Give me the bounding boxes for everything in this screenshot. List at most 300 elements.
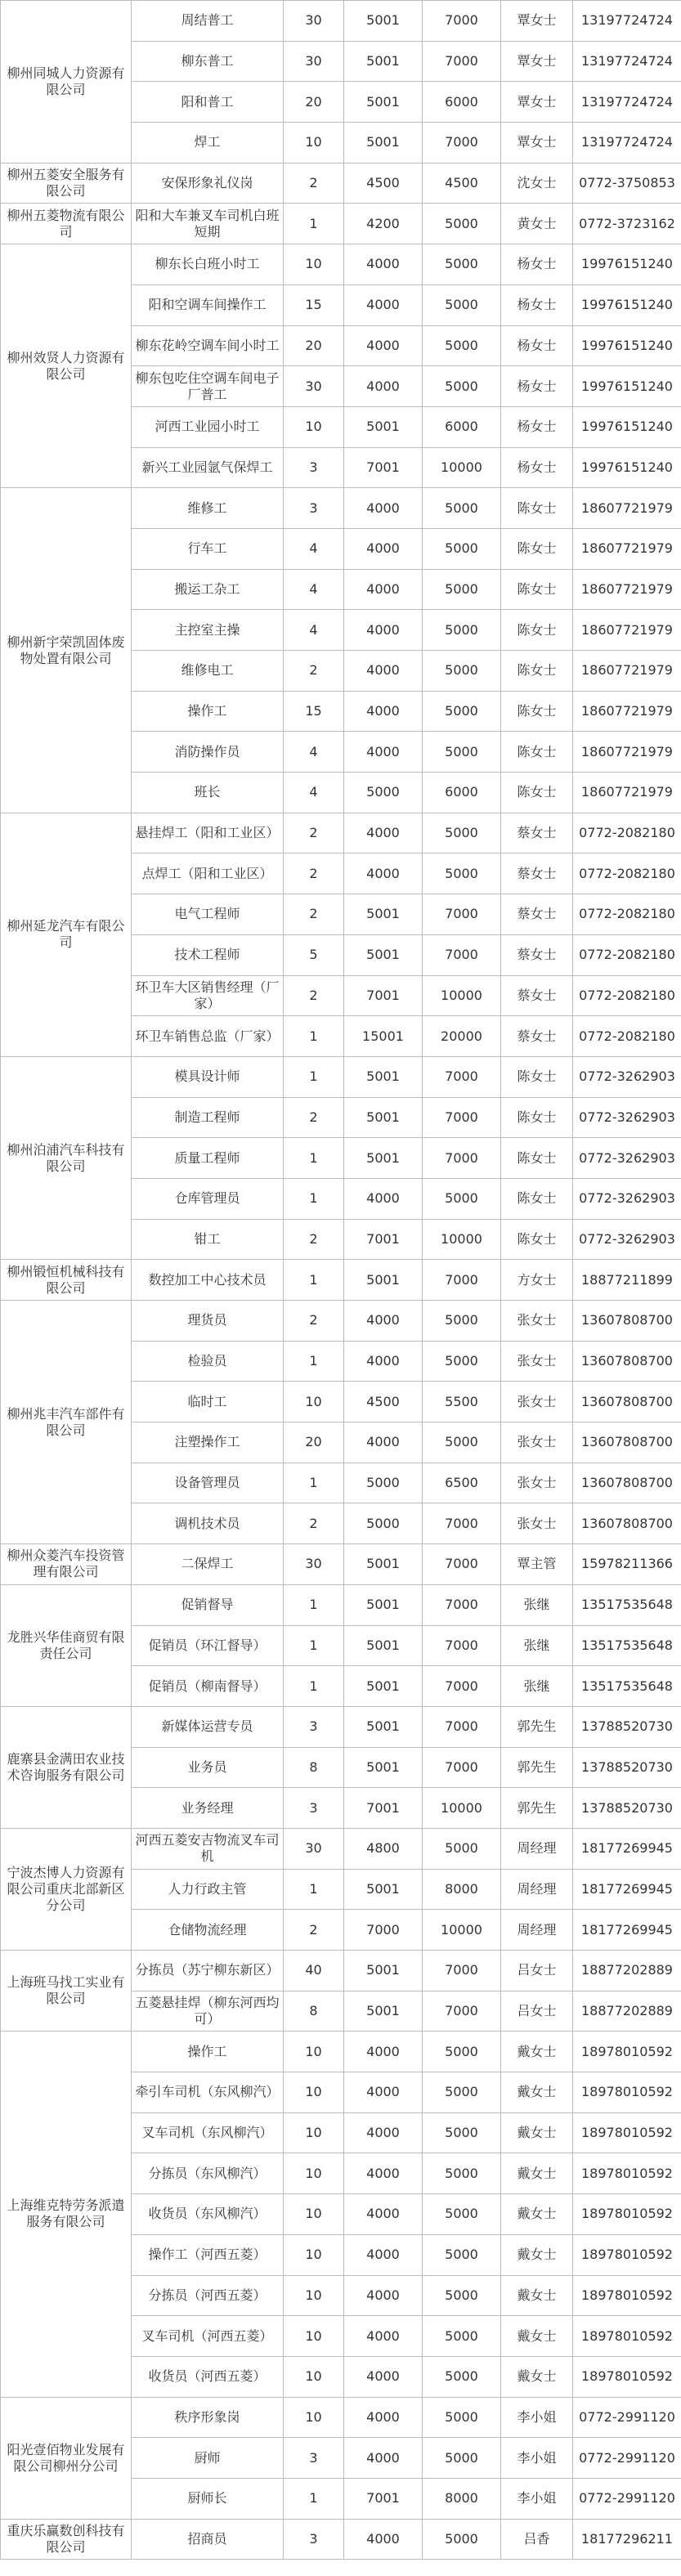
contact-person-cell: 戴女士 <box>501 2194 573 2235</box>
contact-person-cell: 覃主管 <box>501 1544 573 1585</box>
headcount-cell: 1 <box>284 2478 344 2519</box>
phone-cell: 0772-2991120 <box>573 2438 681 2479</box>
headcount-cell: 3 <box>284 1788 344 1829</box>
salary-max-cell: 7000 <box>423 1503 501 1544</box>
salary-max-cell: 5000 <box>423 1422 501 1463</box>
salary-min-cell: 15001 <box>344 1016 423 1057</box>
contact-person-cell: 戴女士 <box>501 2234 573 2275</box>
salary-min-cell: 5000 <box>344 1463 423 1503</box>
headcount-cell: 10 <box>284 2112 344 2153</box>
salary-min-cell: 7000 <box>344 1910 423 1951</box>
position-cell: 柳东包吃住空调车间电子厂普工 <box>132 366 284 407</box>
headcount-cell: 3 <box>284 1706 344 1747</box>
contact-person-cell: 覃女士 <box>501 1 573 42</box>
salary-min-cell: 5001 <box>344 1666 423 1707</box>
phone-cell: 0772-2082180 <box>573 813 681 853</box>
position-cell: 分拣员（东风柳汽） <box>132 2153 284 2194</box>
table-row <box>1 488 681 529</box>
headcount-cell: 15 <box>284 691 344 732</box>
phone-cell: 18177296211 <box>573 2519 681 2560</box>
headcount-cell: 3 <box>284 488 344 529</box>
table-row <box>1 1951 681 1991</box>
position-cell: 促销员（环江督导） <box>132 1625 284 1666</box>
salary-max-cell: 5000 <box>423 488 501 529</box>
table-row <box>1 2032 681 2072</box>
phone-cell: 0772-3262903 <box>573 1178 681 1219</box>
phone-cell: 13607808700 <box>573 1341 681 1382</box>
salary-max-cell: 7000 <box>423 1706 501 1747</box>
contact-person-cell: 郭先生 <box>501 1747 573 1788</box>
salary-min-cell: 7001 <box>344 975 423 1016</box>
phone-cell: 13517535648 <box>573 1625 681 1666</box>
contact-person-cell: 杨女士 <box>501 284 573 325</box>
position-cell: 仓库管理员 <box>132 1178 284 1219</box>
salary-max-cell: 5000 <box>423 651 501 692</box>
phone-cell: 13197724724 <box>573 1 681 42</box>
headcount-cell: 10 <box>284 2032 344 2072</box>
contact-person-cell: 张女士 <box>501 1503 573 1544</box>
phone-cell: 18607721979 <box>573 732 681 773</box>
position-cell: 点焊工（阳和工业区） <box>132 853 284 894</box>
contact-person-cell: 杨女士 <box>501 325 573 366</box>
salary-min-cell: 5001 <box>344 1138 423 1179</box>
position-cell: 质量工程师 <box>132 1138 284 1179</box>
salary-max-cell: 7000 <box>423 1666 501 1707</box>
salary-max-cell: 5000 <box>423 853 501 894</box>
salary-max-cell: 7000 <box>423 1056 501 1097</box>
salary-max-cell: 5000 <box>423 1828 501 1869</box>
contact-person-cell: 陈女士 <box>501 651 573 692</box>
contact-person-cell: 蔡女士 <box>501 894 573 935</box>
headcount-cell: 4 <box>284 528 344 569</box>
salary-max-cell: 7000 <box>423 1138 501 1179</box>
position-cell: 叉车司机（河西五菱） <box>132 2316 284 2357</box>
salary-max-cell: 5000 <box>423 204 501 244</box>
headcount-cell: 3 <box>284 2519 344 2560</box>
phone-cell: 18978010592 <box>573 2032 681 2072</box>
salary-min-cell: 4000 <box>344 2275 423 2316</box>
phone-cell: 13788520730 <box>573 1747 681 1788</box>
headcount-cell: 1 <box>284 1666 344 1707</box>
headcount-cell: 2 <box>284 1219 344 1260</box>
headcount-cell: 3 <box>284 2438 344 2479</box>
contact-person-cell: 陈女士 <box>501 1219 573 1260</box>
phone-cell: 18877202889 <box>573 1951 681 1991</box>
position-cell: 操作工 <box>132 2032 284 2072</box>
phone-cell: 18607721979 <box>573 610 681 651</box>
phone-cell: 18877202889 <box>573 1991 681 2032</box>
headcount-cell: 10 <box>284 2356 344 2397</box>
position-cell: 阳和普工 <box>132 82 284 123</box>
contact-person-cell: 方女士 <box>501 1260 573 1301</box>
headcount-cell: 15 <box>284 284 344 325</box>
position-cell: 行车工 <box>132 528 284 569</box>
company-name-cell: 柳州兆丰汽车部件有限公司 <box>1 1301 132 1544</box>
phone-cell: 18607721979 <box>573 569 681 610</box>
headcount-cell: 2 <box>284 163 344 204</box>
contact-person-cell: 吕女士 <box>501 1951 573 1991</box>
phone-cell: 13607808700 <box>573 1422 681 1463</box>
salary-min-cell: 4000 <box>344 528 423 569</box>
salary-min-cell: 4000 <box>344 610 423 651</box>
salary-min-cell: 4000 <box>344 2234 423 2275</box>
position-cell: 环卫车大区销售经理（厂家） <box>132 975 284 1016</box>
contact-person-cell: 张继 <box>501 1666 573 1707</box>
job-listing-body <box>1 1 681 2560</box>
contact-person-cell: 李小姐 <box>501 2397 573 2438</box>
phone-cell: 18177269945 <box>573 1910 681 1951</box>
contact-person-cell: 陈女士 <box>501 1097 573 1138</box>
headcount-cell: 1 <box>284 1341 344 1382</box>
salary-min-cell: 5000 <box>344 773 423 813</box>
salary-min-cell: 5001 <box>344 894 423 935</box>
contact-person-cell: 杨女士 <box>501 406 573 447</box>
contact-person-cell: 吕女士 <box>501 1991 573 2032</box>
contact-person-cell: 张女士 <box>501 1422 573 1463</box>
headcount-cell: 10 <box>284 2316 344 2357</box>
position-cell: 操作工 <box>132 691 284 732</box>
contact-person-cell: 戴女士 <box>501 2316 573 2357</box>
table-row <box>1 1706 681 1747</box>
phone-cell: 18177269945 <box>573 1869 681 1910</box>
salary-max-cell: 5000 <box>423 528 501 569</box>
salary-max-cell: 7000 <box>423 1 501 42</box>
contact-person-cell: 陈女士 <box>501 1138 573 1179</box>
contact-person-cell: 陈女士 <box>501 1178 573 1219</box>
salary-max-cell: 10000 <box>423 1788 501 1829</box>
phone-cell: 18607721979 <box>573 488 681 529</box>
phone-cell: 0772-2082180 <box>573 934 681 975</box>
salary-max-cell: 5000 <box>423 325 501 366</box>
salary-min-cell: 5001 <box>344 934 423 975</box>
headcount-cell: 10 <box>284 244 344 285</box>
position-cell: 搬运工杂工 <box>132 569 284 610</box>
position-cell: 分拣员（河西五菱） <box>132 2275 284 2316</box>
phone-cell: 19976151240 <box>573 366 681 407</box>
contact-person-cell: 沈女士 <box>501 163 573 204</box>
table-row <box>1 1056 681 1097</box>
salary-min-cell: 5000 <box>344 1503 423 1544</box>
table-row <box>1 244 681 285</box>
salary-max-cell: 7000 <box>423 41 501 82</box>
salary-max-cell: 10000 <box>423 447 501 488</box>
position-cell: 二保焊工 <box>132 1544 284 1585</box>
contact-person-cell: 覃女士 <box>501 82 573 123</box>
phone-cell: 13517535648 <box>573 1666 681 1707</box>
headcount-cell: 10 <box>284 2275 344 2316</box>
phone-cell: 18978010592 <box>573 2194 681 2235</box>
contact-person-cell: 杨女士 <box>501 447 573 488</box>
salary-max-cell: 5000 <box>423 244 501 285</box>
salary-min-cell: 4200 <box>344 204 423 244</box>
position-cell: 钳工 <box>132 1219 284 1260</box>
company-name-cell: 宁波杰博人力资源有限公司重庆北部新区分公司 <box>1 1828 132 1950</box>
contact-person-cell: 杨女士 <box>501 366 573 407</box>
salary-max-cell: 7000 <box>423 1544 501 1585</box>
position-cell: 技术工程师 <box>132 934 284 975</box>
company-name-cell: 龙胜兴华佳商贸有限责任公司 <box>1 1584 132 1706</box>
headcount-cell: 2 <box>284 651 344 692</box>
position-cell: 设备管理员 <box>132 1463 284 1503</box>
salary-max-cell: 5000 <box>423 610 501 651</box>
phone-cell: 18607721979 <box>573 691 681 732</box>
position-cell: 柳东长白班小时工 <box>132 244 284 285</box>
headcount-cell: 20 <box>284 325 344 366</box>
position-cell: 厨师长 <box>132 2478 284 2519</box>
salary-max-cell: 5000 <box>423 1341 501 1382</box>
salary-min-cell: 4000 <box>344 853 423 894</box>
salary-min-cell: 4000 <box>344 1178 423 1219</box>
salary-max-cell: 6000 <box>423 82 501 123</box>
phone-cell: 18877211899 <box>573 1260 681 1301</box>
salary-min-cell: 4000 <box>344 2519 423 2560</box>
salary-min-cell: 4000 <box>344 2194 423 2235</box>
contact-person-cell: 陈女士 <box>501 528 573 569</box>
salary-min-cell: 5001 <box>344 1747 423 1788</box>
phone-cell: 13607808700 <box>573 1503 681 1544</box>
salary-min-cell: 7001 <box>344 2478 423 2519</box>
salary-min-cell: 4000 <box>344 813 423 853</box>
company-name-cell: 柳州新宇荣凯固体废物处置有限公司 <box>1 488 132 813</box>
salary-min-cell: 5001 <box>344 406 423 447</box>
position-cell: 悬挂焊工（阳和工业区） <box>132 813 284 853</box>
contact-person-cell: 周经理 <box>501 1910 573 1951</box>
position-cell: 环卫车销售总监（厂家） <box>132 1016 284 1057</box>
contact-person-cell: 张女士 <box>501 1463 573 1503</box>
phone-cell: 13607808700 <box>573 1382 681 1422</box>
position-cell: 检验员 <box>132 1341 284 1382</box>
headcount-cell: 30 <box>284 1544 344 1585</box>
contact-person-cell: 蔡女士 <box>501 1016 573 1057</box>
salary-max-cell: 7000 <box>423 1747 501 1788</box>
contact-person-cell: 张女士 <box>501 1382 573 1422</box>
table-row <box>1 1 681 42</box>
headcount-cell: 1 <box>284 1138 344 1179</box>
salary-max-cell: 5000 <box>423 2519 501 2560</box>
company-name-cell: 柳州众菱汽车投资管理有限公司 <box>1 1544 132 1585</box>
headcount-cell: 10 <box>284 406 344 447</box>
salary-max-cell: 10000 <box>423 1219 501 1260</box>
position-cell: 收货员（东风柳汽） <box>132 2194 284 2235</box>
company-name-cell: 柳州五菱物流有限公司 <box>1 204 132 244</box>
position-cell: 促销员（柳南督导） <box>132 1666 284 1707</box>
headcount-cell: 40 <box>284 1951 344 1991</box>
position-cell: 班长 <box>132 773 284 813</box>
salary-min-cell: 7001 <box>344 1788 423 1829</box>
salary-max-cell: 5000 <box>423 813 501 853</box>
salary-min-cell: 5001 <box>344 1 423 42</box>
contact-person-cell: 陈女士 <box>501 610 573 651</box>
position-cell: 制造工程师 <box>132 1097 284 1138</box>
salary-max-cell: 5000 <box>423 569 501 610</box>
phone-cell: 13197724724 <box>573 41 681 82</box>
position-cell: 收货员（河西五菱） <box>132 2356 284 2397</box>
contact-person-cell: 蔡女士 <box>501 975 573 1016</box>
headcount-cell: 1 <box>284 204 344 244</box>
phone-cell: 18607721979 <box>573 773 681 813</box>
salary-max-cell: 6000 <box>423 406 501 447</box>
phone-cell: 13197724724 <box>573 82 681 123</box>
position-cell: 人力行政主管 <box>132 1869 284 1910</box>
salary-min-cell: 4000 <box>344 2072 423 2113</box>
position-cell: 维修工 <box>132 488 284 529</box>
contact-person-cell: 陈女士 <box>501 569 573 610</box>
position-cell: 新兴工业园氩气保焊工 <box>132 447 284 488</box>
headcount-cell: 10 <box>284 1382 344 1422</box>
salary-max-cell: 10000 <box>423 1910 501 1951</box>
position-cell: 维修电工 <box>132 651 284 692</box>
contact-person-cell: 张继 <box>501 1584 573 1625</box>
salary-max-cell: 5000 <box>423 2032 501 2072</box>
phone-cell: 18607721979 <box>573 651 681 692</box>
headcount-cell: 30 <box>284 1 344 42</box>
salary-max-cell: 5000 <box>423 366 501 407</box>
salary-max-cell: 6000 <box>423 773 501 813</box>
headcount-cell: 2 <box>284 1097 344 1138</box>
company-name-cell: 鹿寨县金满田农业技术咨询服务有限公司 <box>1 1706 132 1828</box>
position-cell: 分拣员（苏宁柳东新区） <box>132 1951 284 1991</box>
phone-cell: 0772-3723162 <box>573 204 681 244</box>
position-cell: 理货员 <box>132 1301 284 1342</box>
contact-person-cell: 周经理 <box>501 1869 573 1910</box>
salary-min-cell: 4000 <box>344 1341 423 1382</box>
salary-min-cell: 4000 <box>344 325 423 366</box>
headcount-cell: 30 <box>284 41 344 82</box>
contact-person-cell: 覃女士 <box>501 41 573 82</box>
position-cell: 阳和大车兼叉车司机白班短期 <box>132 204 284 244</box>
position-cell: 业务经理 <box>132 1788 284 1829</box>
headcount-cell: 3 <box>284 447 344 488</box>
salary-min-cell: 5001 <box>344 123 423 164</box>
company-name-cell: 上海班马找工实业有限公司 <box>1 1951 132 2032</box>
position-cell: 安保形象礼仪岗 <box>132 163 284 204</box>
table-row <box>1 1584 681 1625</box>
salary-max-cell: 8000 <box>423 2478 501 2519</box>
phone-cell: 13788520730 <box>573 1788 681 1829</box>
contact-person-cell: 张女士 <box>501 1341 573 1382</box>
position-cell: 消防操作员 <box>132 732 284 773</box>
salary-max-cell: 5000 <box>423 2153 501 2194</box>
phone-cell: 18978010592 <box>573 2234 681 2275</box>
salary-min-cell: 7001 <box>344 1219 423 1260</box>
salary-min-cell: 7001 <box>344 447 423 488</box>
salary-min-cell: 4000 <box>344 2397 423 2438</box>
salary-max-cell: 8000 <box>423 1869 501 1910</box>
phone-cell: 0772-2082180 <box>573 1016 681 1057</box>
contact-person-cell: 蔡女士 <box>501 813 573 853</box>
headcount-cell: 1 <box>284 1260 344 1301</box>
salary-max-cell: 5000 <box>423 2234 501 2275</box>
phone-cell: 13788520730 <box>573 1706 681 1747</box>
salary-min-cell: 5001 <box>344 1951 423 1991</box>
headcount-cell: 4 <box>284 610 344 651</box>
company-name-cell: 重庆乐赢数创科技有限公司 <box>1 2519 132 2560</box>
salary-min-cell: 4000 <box>344 284 423 325</box>
position-cell: 操作工（河西五菱） <box>132 2234 284 2275</box>
headcount-cell: 10 <box>284 2153 344 2194</box>
headcount-cell: 4 <box>284 569 344 610</box>
salary-max-cell: 5000 <box>423 1178 501 1219</box>
phone-cell: 18978010592 <box>573 2153 681 2194</box>
contact-person-cell: 戴女士 <box>501 2356 573 2397</box>
phone-cell: 19976151240 <box>573 406 681 447</box>
position-cell: 五菱悬挂焊（柳东河西均可） <box>132 1991 284 2032</box>
headcount-cell: 10 <box>284 2194 344 2235</box>
position-cell: 叉车司机（东风柳汽） <box>132 2112 284 2153</box>
salary-min-cell: 4000 <box>344 732 423 773</box>
headcount-cell: 8 <box>284 1747 344 1788</box>
headcount-cell: 10 <box>284 2397 344 2438</box>
salary-min-cell: 5001 <box>344 1097 423 1138</box>
salary-max-cell: 5000 <box>423 2438 501 2479</box>
salary-min-cell: 4500 <box>344 1382 423 1422</box>
position-cell: 柳东普工 <box>132 41 284 82</box>
headcount-cell: 2 <box>284 813 344 853</box>
salary-min-cell: 4000 <box>344 651 423 692</box>
salary-max-cell: 5000 <box>423 2275 501 2316</box>
salary-max-cell: 7000 <box>423 123 501 164</box>
contact-person-cell: 黄女士 <box>501 204 573 244</box>
phone-cell: 0772-3750853 <box>573 163 681 204</box>
salary-max-cell: 5500 <box>423 1382 501 1422</box>
phone-cell: 18177269945 <box>573 1828 681 1869</box>
contact-person-cell: 陈女士 <box>501 773 573 813</box>
salary-max-cell: 5000 <box>423 1301 501 1342</box>
company-name-cell: 柳州泊浦汽车科技有限公司 <box>1 1056 132 1259</box>
salary-min-cell: 4000 <box>344 2153 423 2194</box>
contact-person-cell: 吕香 <box>501 2519 573 2560</box>
position-cell: 注塑操作工 <box>132 1422 284 1463</box>
contact-person-cell: 戴女士 <box>501 2112 573 2153</box>
position-cell: 招商员 <box>132 2519 284 2560</box>
position-cell: 仓储物流经理 <box>132 1910 284 1951</box>
phone-cell: 19976151240 <box>573 244 681 285</box>
salary-min-cell: 5001 <box>344 1056 423 1097</box>
salary-min-cell: 5001 <box>344 41 423 82</box>
position-cell: 河西五菱安吉物流叉车司机 <box>132 1828 284 1869</box>
salary-max-cell: 7000 <box>423 1951 501 1991</box>
headcount-cell: 2 <box>284 1910 344 1951</box>
contact-person-cell: 杨女士 <box>501 244 573 285</box>
salary-min-cell: 4000 <box>344 244 423 285</box>
table-row <box>1 2397 681 2438</box>
salary-min-cell: 4000 <box>344 691 423 732</box>
salary-min-cell: 4000 <box>344 2316 423 2357</box>
phone-cell: 0772-3262903 <box>573 1138 681 1179</box>
salary-max-cell: 7000 <box>423 1991 501 2032</box>
headcount-cell: 20 <box>284 82 344 123</box>
table-row <box>1 1544 681 1585</box>
company-name-cell: 阳光壹佰物业发展有限公司柳州分公司 <box>1 2397 132 2519</box>
headcount-cell: 1 <box>284 1463 344 1503</box>
headcount-cell: 4 <box>284 773 344 813</box>
table-row <box>1 204 681 244</box>
salary-min-cell: 4000 <box>344 569 423 610</box>
contact-person-cell: 蔡女士 <box>501 853 573 894</box>
salary-max-cell: 5000 <box>423 732 501 773</box>
salary-min-cell: 5001 <box>344 1706 423 1747</box>
contact-person-cell: 陈女士 <box>501 691 573 732</box>
salary-min-cell: 5001 <box>344 1869 423 1910</box>
position-cell: 业务员 <box>132 1747 284 1788</box>
position-cell: 调机技术员 <box>132 1503 284 1544</box>
contact-person-cell: 周经理 <box>501 1828 573 1869</box>
position-cell: 牵引车司机（东风柳汽） <box>132 2072 284 2113</box>
phone-cell: 0772-2082180 <box>573 853 681 894</box>
salary-max-cell: 20000 <box>423 1016 501 1057</box>
phone-cell: 0772-2082180 <box>573 975 681 1016</box>
headcount-cell: 2 <box>284 975 344 1016</box>
